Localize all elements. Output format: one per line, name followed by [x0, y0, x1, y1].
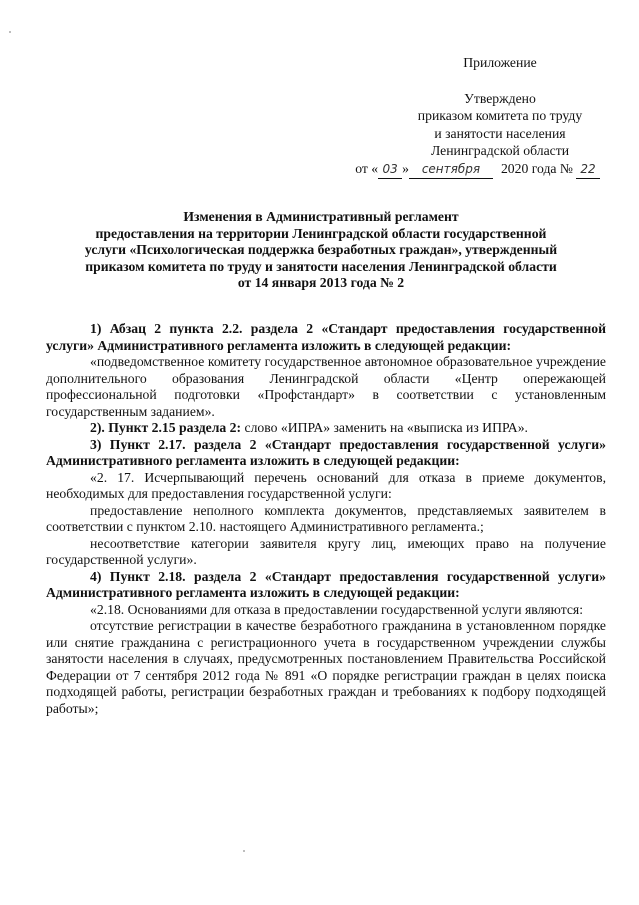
document-body — [46, 321, 606, 717]
paragraph-9: «2.18. Основаниями для отказа в предоставлении государственной услуги являются: — [90, 601, 584, 617]
paragraph-3-text: слово «ИПРА» заменить на «выписка из ИПРА». — [241, 420, 528, 435]
approval-line-2: и занятости населения — [434, 125, 566, 141]
date-mid: » — [402, 160, 409, 176]
approval-line-3: Ленинградской области — [430, 143, 570, 158]
scan-speck — [243, 850, 245, 852]
paragraph-3-heading: 2). Пункт 2.15 раздела 2: — [90, 420, 242, 435]
title-line-3: услуги «Психологическая поддержка безработных граждан», утвержденный — [84, 242, 558, 258]
document-title — [46, 209, 596, 292]
approval-date-line — [340, 160, 600, 180]
paragraph-8: 4) Пункт 2.18. раздела 2 «Стандарт предоставления государственной услуги» Административного регламента изложить в следующей редакции: — [46, 568, 606, 600]
date-day: 03 — [378, 161, 402, 180]
title-line-2: предоставления на территории Ленинградской области государственной — [95, 225, 547, 241]
paragraph-4: 3) Пункт 2.17. раздела 2 «Стандарт предоставления государственной услуги» Административного регламента изложить в следующей редакции: — [46, 436, 606, 468]
paragraph-1: 1) Абзац 2 пункта 2.2. раздела 2 «Стандарт предоставления государственной услуги» Административного регламента изложить в следующей редакции: — [46, 321, 606, 353]
paragraph-7: несоответствие категории заявителя кругу лиц, имеющих право на получение государственной услуги». — [46, 535, 606, 567]
attachment-label: Приложение — [463, 55, 537, 70]
approval-block — [340, 54, 600, 179]
paragraph-2: «подведомственное комитету государственное автономное образовательное учреждение дополнительного образования Ленинградской области «Центр опережающей профессиональной подготовки «Профстандарт» в соответствии с установленным государственным заданием». — [46, 354, 606, 419]
paragraph-6: предоставление неполного комплекта документов, представляемых заявителем в соответствии с пунктом 2.10. настоящего Административного регламента.; — [46, 502, 606, 534]
paragraph-10: отсутствие регистрации в качестве безработного гражданина в установленном порядке или снятие гражданина с регистрационного учета в государственном учреждении службы занятости населения в случаях, предусмотренных постановлением Правительства Российской Федерации от 7 сентября 2012 года № 891 «О порядке регистрации граждан в целях поиска подходящей работы, регистрации безработных граждан и требованиях к подбору подходящей работы»; — [46, 618, 606, 716]
scan-speck — [9, 31, 11, 33]
title-line-4: приказом комитета по труду и занятости населения Ленинградской области — [85, 258, 557, 274]
date-prefix: от « — [355, 160, 379, 176]
date-year: 2020 года № — [500, 160, 573, 176]
order-number: 22 — [576, 161, 600, 180]
title-line-5: от 14 января 2013 года № 2 — [237, 275, 405, 291]
approved-label: Утверждено — [464, 90, 536, 106]
approval-line-1: приказом комитета по труду — [417, 108, 583, 123]
paragraph-5: «2. 17. Исчерпывающий перечень оснований для отказа в приеме документов, необходимых для предоставления государственной услуги: — [46, 469, 606, 501]
paragraph-3 — [46, 420, 606, 437]
date-month: сентября — [409, 161, 493, 180]
title-line-1: Изменения в Административный регламент — [183, 209, 459, 224]
